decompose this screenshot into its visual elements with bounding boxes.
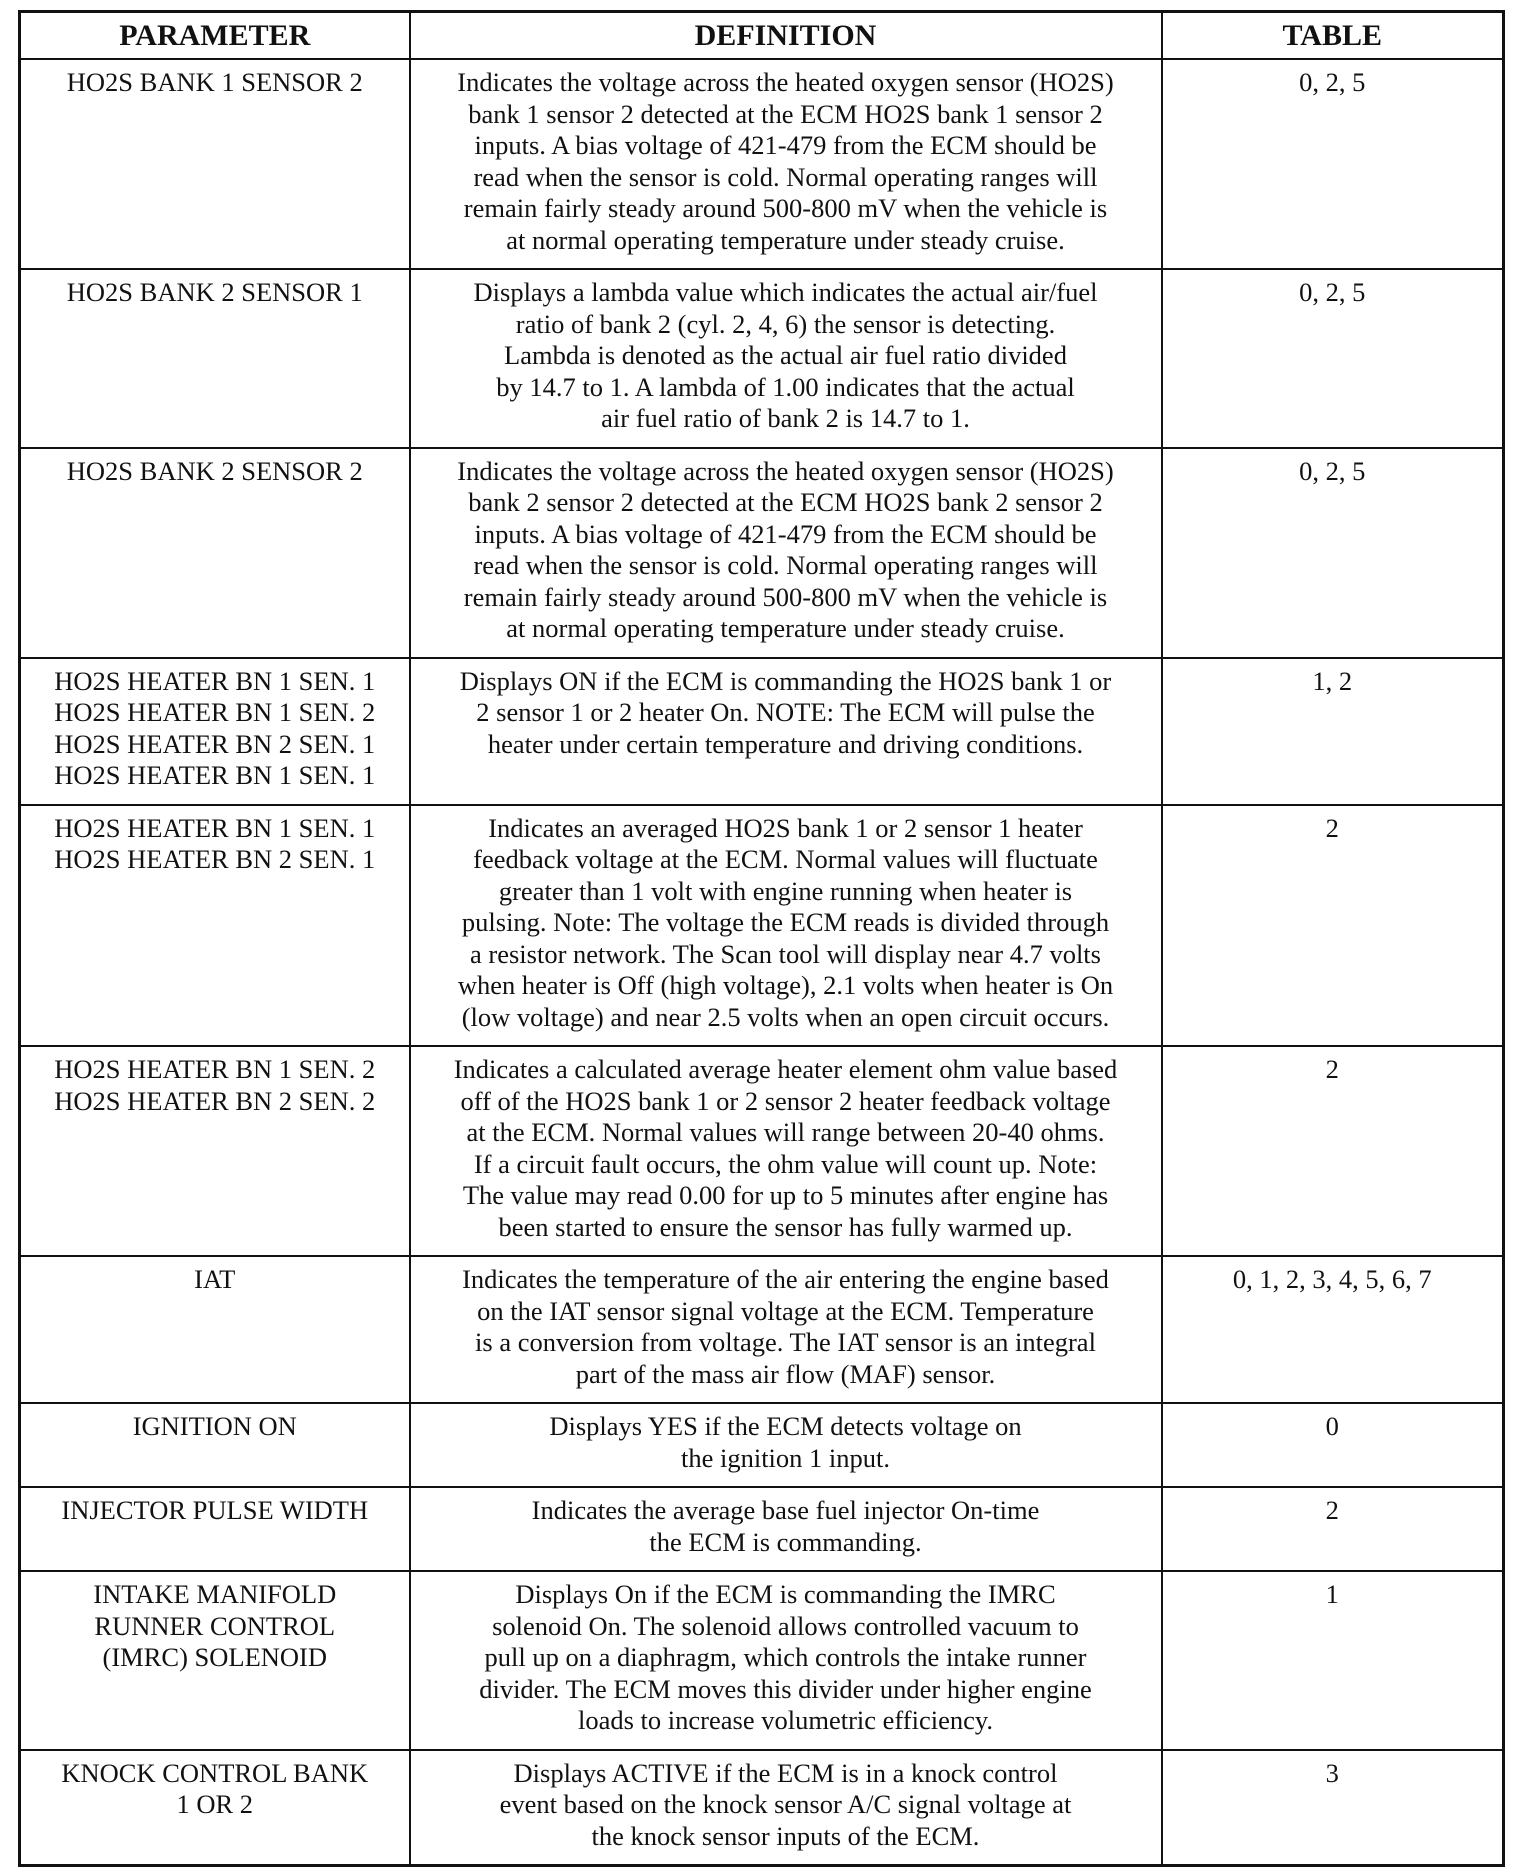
definition-line: air fuel ratio of bank 2 is 14.7 to 1.: [601, 403, 970, 433]
definition-cell: [410, 658, 1162, 805]
definition-line: the ignition 1 input.: [680, 1442, 891, 1473]
table-cell: 0, 1, 2, 3, 4, 5, 6, 7: [1162, 1256, 1504, 1403]
table-row: [20, 1046, 1504, 1256]
parameter-cell: [20, 805, 410, 1047]
table-cell: 3: [1162, 1750, 1504, 1866]
definition-line: Displays a lambda value which indicates the actual air/fuel: [473, 277, 1098, 307]
definition-line: at normal operating temperature under steady cruise.: [506, 224, 1065, 255]
table-cell: 0, 2, 5: [1162, 59, 1504, 269]
definition-line: Displays ACTIVE if the ECM is in a knock control: [513, 1757, 1058, 1788]
table-row: [20, 448, 1504, 658]
header-parameter: PARAMETER: [20, 12, 410, 60]
definition-line: the ECM is commanding.: [649, 1526, 922, 1557]
header-definition: DEFINITION: [410, 12, 1162, 60]
parameter-line: HO2S HEATER BN 2 SEN. 1: [54, 844, 376, 874]
parameter-cell: [20, 269, 410, 448]
definition-cell: [410, 1046, 1162, 1256]
definition-line: If a circuit fault occurs, the ohm value will count up. Note:: [473, 1148, 1098, 1179]
parameter-table: [18, 10, 1505, 1867]
definition-line: at the ECM. Normal values will range between 20-40 ohms.: [466, 1117, 1105, 1147]
definition-line: Displays ON if the ECM is commanding the HO2S bank 1 or: [459, 665, 1112, 696]
definition-line: greater than 1 volt with engine running when heater is: [498, 875, 1073, 906]
parameter-cell: [20, 1750, 410, 1866]
table-body: [20, 59, 1504, 1866]
table-row: [20, 1403, 1504, 1487]
definition-line: part of the mass air flow (MAF) sensor.: [575, 1358, 996, 1389]
definition-line: Indicates the voltage across the heated oxygen sensor (HO2S): [457, 67, 1114, 97]
definition-line: Indicates the average base fuel injector On-time: [531, 1495, 1040, 1525]
definition-line: read when the sensor is cold. Normal operating ranges will: [473, 161, 1098, 192]
definition-line: Indicates a calculated average heater element ohm value based: [453, 1054, 1118, 1084]
definition-line: bank 1 sensor 2 detected at the ECM HO2S bank 1 sensor 2: [468, 98, 1103, 129]
parameter-line: IGNITION ON: [132, 1411, 297, 1441]
definition-line: ratio of bank 2 (cyl. 2, 4, 6) the sensor is detecting.: [515, 308, 1056, 339]
definition-line: pull up on a diaphragm, which controls the intake runner: [484, 1642, 1087, 1672]
parameter-line: HO2S HEATER BN 1 SEN. 2: [54, 697, 376, 727]
table-row: [20, 805, 1504, 1047]
definition-line: read when the sensor is cold. Normal operating ranges will: [473, 550, 1098, 580]
definition-line: off of the HO2S bank 1 or 2 sensor 2 heater feedback voltage: [460, 1085, 1111, 1116]
parameter-cell: [20, 448, 410, 658]
definition-line: a resistor network. The Scan tool will display near 4.7 volts: [470, 938, 1101, 969]
definition-line: event based on the knock sensor A/C signal voltage at: [499, 1789, 1072, 1819]
definition-line: by 14.7 to 1. A lambda of 1.00 indicates that the actual: [496, 371, 1075, 402]
table-row: [20, 1750, 1504, 1866]
definition-line: inputs. A bias voltage of 421-479 from the ECM should be: [474, 518, 1097, 549]
definition-line: (low voltage) and near 2.5 volts when an open circuit occurs.: [461, 1001, 1110, 1032]
table-row: [20, 1571, 1504, 1750]
definition-line: The value may read 0.00 for up to 5 minutes after engine has: [462, 1180, 1109, 1210]
table-cell: 0, 2, 5: [1162, 269, 1504, 448]
definition-cell: [410, 805, 1162, 1047]
definition-line: Indicates the voltage across the heated oxygen sensor (HO2S): [457, 455, 1114, 486]
definition-line: when heater is Off (high voltage), 2.1 volts when heater is On: [457, 970, 1114, 1000]
definition-line: solenoid On. The solenoid allows controlled vacuum to: [492, 1610, 1079, 1641]
definition-cell: [410, 1750, 1162, 1866]
parameter-cell: [20, 658, 410, 805]
header-table: TABLE: [1162, 12, 1504, 60]
definition-cell: [410, 1256, 1162, 1403]
parameter-line: HO2S BANK 2 SENSOR 1: [66, 277, 363, 307]
definition-line: remain fairly steady around 500-800 mV when the vehicle is: [463, 581, 1108, 612]
definition-line: inputs. A bias voltage of 421-479 from the ECM should be: [474, 130, 1097, 160]
definition-line: remain fairly steady around 500-800 mV when the vehicle is: [463, 193, 1108, 223]
table-cell: 2: [1162, 1046, 1504, 1256]
parameter-line: HO2S HEATER BN 2 SEN. 1: [54, 728, 376, 759]
parameter-cell: [20, 1487, 410, 1571]
table-cell: 2: [1162, 805, 1504, 1047]
parameter-line: HO2S BANK 2 SENSOR 2: [66, 455, 363, 486]
definition-line: 2 sensor 1 or 2 heater On. NOTE: The ECM will pulse the: [476, 697, 1095, 727]
definition-cell: [410, 1403, 1162, 1487]
parameter-line: HO2S HEATER BN 2 SEN. 2: [54, 1085, 376, 1116]
definition-cell: [410, 448, 1162, 658]
parameter-line: HO2S HEATER BN 1 SEN. 1: [54, 760, 376, 790]
definition-cell: [410, 1571, 1162, 1750]
parameter-cell: [20, 1403, 410, 1487]
parameter-line: HO2S HEATER BN 1 SEN. 2: [54, 1054, 376, 1084]
parameter-line: HO2S HEATER BN 1 SEN. 1: [54, 665, 376, 696]
table-cell: 1: [1162, 1571, 1504, 1750]
parameter-cell: [20, 1046, 410, 1256]
parameter-line: HO2S BANK 1 SENSOR 2: [66, 67, 363, 97]
definition-line: on the IAT sensor signal voltage at the ECM. Temperature: [477, 1295, 1094, 1326]
parameter-cell: [20, 59, 410, 269]
definition-line: divider. The ECM moves this divider under higher engine: [479, 1673, 1092, 1704]
definition-cell: [410, 59, 1162, 269]
definition-line: been started to ensure the sensor has fully warmed up.: [498, 1211, 1073, 1242]
parameter-line: HO2S HEATER BN 1 SEN. 1: [54, 812, 376, 843]
definition-line: is a conversion from voltage. The IAT sensor is an integral: [475, 1327, 1096, 1357]
definition-line: Indicates the temperature of the air entering the engine based: [462, 1264, 1109, 1294]
table-cell: 0: [1162, 1403, 1504, 1487]
definition-line: at normal operating temperature under steady cruise.: [506, 613, 1065, 643]
parameter-line: INTAKE MANIFOLD: [93, 1579, 337, 1609]
parameter-cell: [20, 1256, 410, 1403]
parameter-line: RUNNER CONTROL: [94, 1610, 336, 1641]
definition-cell: [410, 1487, 1162, 1571]
definition-line: Displays YES if the ECM detects voltage on: [549, 1411, 1022, 1441]
table-row: [20, 1256, 1504, 1403]
definition-line: Displays On if the ECM is commanding the IMRC: [515, 1579, 1056, 1609]
definition-line: bank 2 sensor 2 detected at the ECM HO2S bank 2 sensor 2: [468, 487, 1103, 517]
definition-cell: [410, 269, 1162, 448]
definition-line: the knock sensor inputs of the ECM.: [591, 1820, 980, 1851]
definition-line: pulsing. Note: The voltage the ECM reads is divided through: [461, 907, 1110, 937]
definition-line: heater under certain temperature and driving conditions.: [487, 728, 1084, 759]
table-cell: 2: [1162, 1487, 1504, 1571]
parameter-line: IAT: [194, 1264, 236, 1294]
table-cell: 0, 2, 5: [1162, 448, 1504, 658]
table-cell: 1, 2: [1162, 658, 1504, 805]
table-row: [20, 269, 1504, 448]
header-row: [20, 12, 1504, 60]
parameter-line: INJECTOR PULSE WIDTH: [61, 1495, 369, 1525]
definition-line: Indicates an averaged HO2S bank 1 or 2 sensor 1 heater: [488, 812, 1083, 843]
parameter-line: KNOCK CONTROL BANK: [61, 1757, 369, 1788]
definition-line: feedback voltage at the ECM. Normal values will fluctuate: [473, 844, 1098, 874]
table-row: [20, 658, 1504, 805]
parameter-line: (IMRC) SOLENOID: [102, 1642, 327, 1672]
parameter-line: 1 OR 2: [176, 1789, 254, 1819]
table-row: [20, 59, 1504, 269]
definition-line: Lambda is denoted as the actual air fuel ratio divided: [504, 340, 1067, 370]
parameter-cell: [20, 1571, 410, 1750]
definition-line: loads to increase volumetric efficiency.: [578, 1705, 993, 1735]
table-row: [20, 1487, 1504, 1571]
